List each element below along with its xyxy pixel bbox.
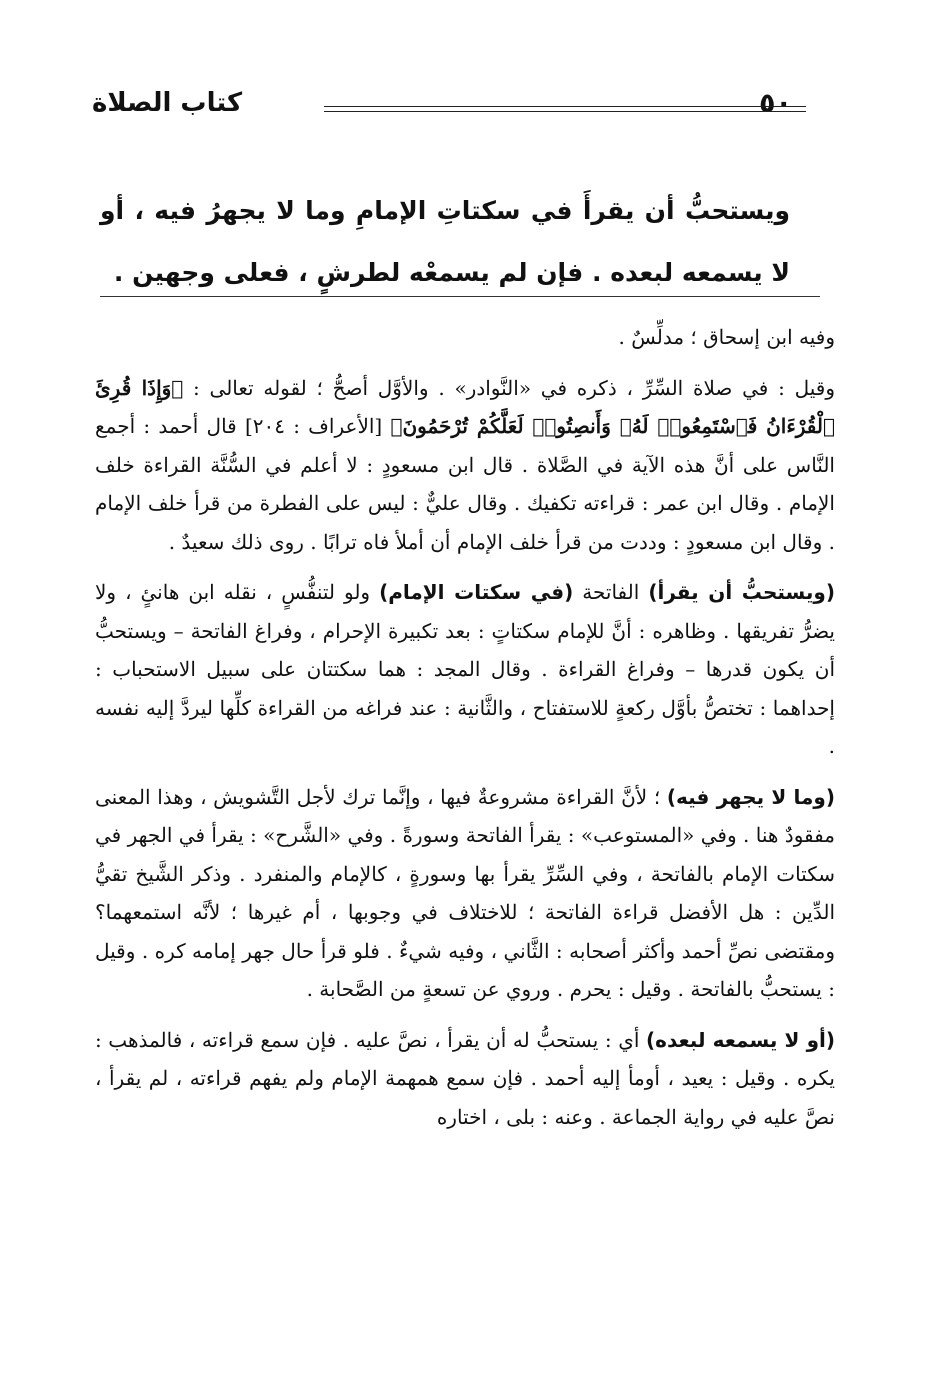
commentary-paragraph: [95, 573, 835, 766]
paragraph-text: ؛ لأنَّ القراءة مشروعةٌ فيها ، وإنَّما ترك لأجل التَّشويش ، وهذا المعنى مفقودٌ هنا . وفي «المستوعب» : يقرأ الفاتحة وسورةً . وفي «الشَّرح» : يقرأ في الجهر في سكتات الإمام بالفاتحة ، وفي السِّرِّ يقرأ بها وسورةٍ ، كالإمام والمنفرد . وذكر الشَّيخ تقيُّ الدِّين : هل الأفضل قراءة الفاتحة ؛ للاختلاف في وجوبها ، أم غيرها ؛ لأنَّه استمعهما؟ ومقتضى نصِّ أحمد وأكثر أصحابه : الثَّاني ، وفيه شيءٌ . فلو قرأ حال جهر إمامه كره . وقيل : يستحبُّ بالفاتحة . وقيل : يحرم . وروي عن تسعةٍ من الصَّحابة .: [95, 784, 835, 1001]
quran-verse: ﴿وَإِذَا قُرِئَ ٱلْقُرْءَانُ فَٱسْتَمِعُوا۟ لَهُۥ وَأَنصِتُوا۟ لَعَلَّكُمْ تُرْحَمُونَ﴾: [95, 375, 835, 438]
commentary-paragraph: [95, 778, 835, 1009]
paragraph-text: [الأعراف : ٢٠٤] قال أحمد : أجمع النَّاس على أنَّ هذه الآية في الصَّلاة . قال ابن مسعودٍ : لا أعلم في السُّنَّة القراءة خلف الإمام . وقال ابن عمر : قراءته تكفيك . وقال عليٌّ : ليس على الفطرة من قرأ خلف الإمام . وقال ابن مسعودٍ : وددت من قرأ خلف الإمام أن أملأ فاه ترابًا . روى ذلك سعيدٌ .: [95, 414, 835, 554]
paragraph-text: الفاتحة: [573, 580, 649, 604]
commentary-paragraph: [95, 369, 835, 562]
footnote-divider: [100, 296, 820, 297]
commentary: [95, 318, 835, 1148]
matn-quote: (في سكتات الإمام): [379, 580, 574, 604]
header-divider: [324, 106, 806, 112]
paragraph-text: وفيه ابن إسحاق ؛ مدلِّسٌ .: [618, 325, 835, 349]
matn-quote: (أو لا يسمعه لبعده): [646, 1027, 836, 1052]
paragraph-text: ولو لتنفُّسٍ ، نقله ابن هانئٍ ، ولا يضرُّ تفريقها . وظاهره : أنَّ للإمام سكتاتٍ : بعد تكبيرة الإحرام ، وفراغ الفاتحة – ويستحبُّ أن يكون قدرها – وفراغ القراءة . وقال المجد : هما سكتتان على سبيل الاستحباب : إحداهما : تختصُّ بأوَّل ركعةٍ للاستفتاح ، والثَّانية : عند فراغه من القراءة كلِّها ليردَّ إليه نفسه .: [95, 580, 835, 758]
page-number: ٥٠: [759, 88, 792, 119]
page-header: [92, 88, 792, 128]
paragraph-text: أي : يستحبُّ له أن يقرأ ، نصَّ عليه . فإن سمع قراءته ، فالمذهب : يكره . وقيل : يعيد ، أومأ إليه أحمد . فإن سمع همهمة الإمام ولم يفهم قراءته ، لم يقرأ ، نصَّ عليه في رواية الجماعة . وعنه : بلى ، اختاره: [95, 1027, 835, 1129]
running-title: كتاب الصلاة: [92, 88, 243, 118]
commentary-paragraph: [95, 1021, 835, 1137]
matn-quote: (وما لا يجهر فيه): [666, 784, 835, 809]
matn-text: ويستحبُّ أن يقرأَ في سكتاتِ الإمامِ وما لا يجهرُ فيه ، أو لا يسمعه لبعده . فإن لم يسمعْه لطرشٍ ، فعلى وجهين .: [100, 196, 790, 287]
paragraph-text: وقيل : في صلاة السِّرِّ ، ذكره في «النَّوادر» . والأوَّل أصحُّ ؛ لقوله تعالى :: [183, 375, 835, 400]
matn-quote: (ويستحبُّ أن يقرأ): [648, 580, 835, 604]
commentary-paragraph: [95, 318, 835, 357]
